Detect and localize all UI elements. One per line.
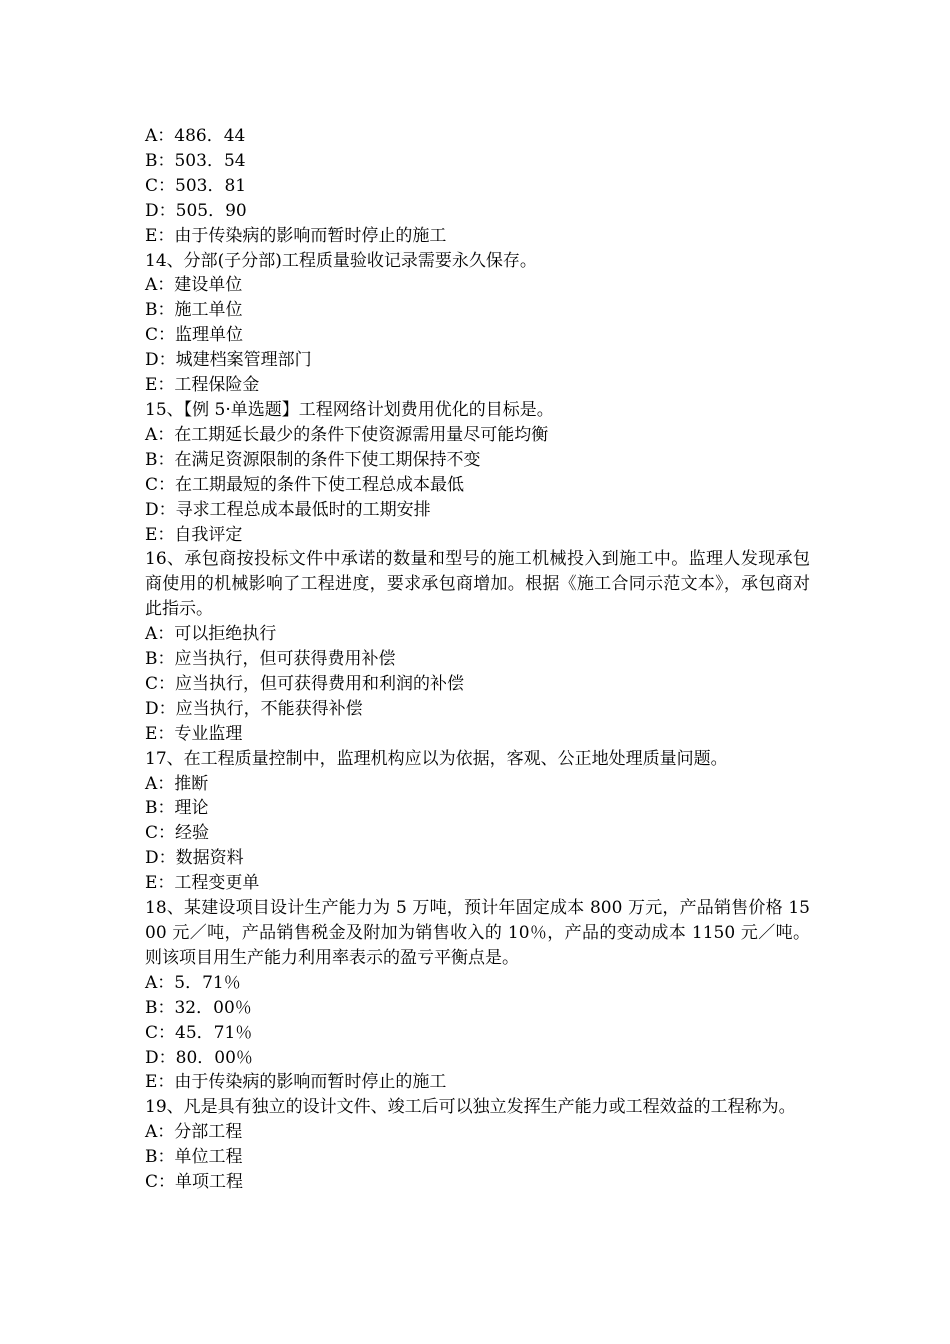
answer-option: D：80．00％ bbox=[145, 1047, 253, 1068]
answer-option: A：分部工程 bbox=[145, 1122, 243, 1143]
answer-option: D：城建档案管理部门 bbox=[145, 350, 312, 371]
answer-option: A：可以拒绝执行 bbox=[145, 624, 277, 645]
document-page bbox=[145, 124, 810, 1195]
answer-option: A：在工期延长最少的条件下使资源需用量尽可能均衡 bbox=[145, 424, 549, 445]
answer-option: E：自我评定 bbox=[145, 524, 243, 545]
answer-option: B：施工单位 bbox=[145, 300, 243, 321]
answer-option: C：应当执行，但可获得费用和利润的补偿 bbox=[145, 673, 465, 694]
answer-option: E：由于传染病的影响而暂时停止的施工 bbox=[145, 1072, 447, 1093]
answer-option: B：32．00％ bbox=[145, 997, 252, 1018]
answer-option: A：486．44 bbox=[145, 126, 246, 146]
answer-option: B：应当执行，但可获得费用补偿 bbox=[145, 649, 396, 670]
question-text: 19、凡是具有独立的设计文件、竣工后可以独立发挥生产能力或工程效益的工程称为。 bbox=[145, 1097, 796, 1118]
answer-option: E：由于传染病的影响而暂时停止的施工 bbox=[145, 225, 447, 246]
answer-option: D：寻求工程总成本最低时的工期安排 bbox=[145, 499, 431, 520]
answer-option: C：监理单位 bbox=[145, 325, 244, 346]
answer-option: E：工程变更单 bbox=[145, 873, 260, 894]
answer-option: B：503．54 bbox=[145, 150, 246, 171]
answer-option: B：单位工程 bbox=[145, 1147, 243, 1168]
answer-option: D：数据资料 bbox=[145, 848, 244, 869]
question-text: 14、分部(子分部)工程质量验收记录需要永久保存。 bbox=[145, 250, 537, 271]
answer-option: C：在工期最短的条件下使工程总成本最低 bbox=[145, 474, 465, 495]
answer-option: C：45．71％ bbox=[145, 1022, 253, 1043]
answer-option: B：在满足资源限制的条件下使工期保持不变 bbox=[145, 449, 481, 470]
answer-option: E：专业监理 bbox=[145, 723, 243, 744]
question-text: 17、在工程质量控制中，监理机构应以为依据，客观、公正地处理质量问题。 bbox=[145, 748, 728, 769]
answer-option: D：505．90 bbox=[145, 200, 247, 221]
question-text: 18、某建设项目设计生产能力为 5 万吨，预计年固定成本 800 万元，产品销售价格 1500 元／吨，产品销售税金及附加为销售收入的 10％，产品的变动成本 1150 元／吨。则该项目用生产能力利用率表示的盈亏平衡点是。 bbox=[145, 898, 810, 968]
answer-option: E：工程保险金 bbox=[145, 375, 260, 396]
answer-option: B：理论 bbox=[145, 798, 209, 819]
answer-option: C：503．81 bbox=[145, 175, 247, 196]
question-text: 15、【例 5·单选题】工程网络计划费用优化的目标是。 bbox=[145, 399, 554, 420]
answer-option: D：应当执行，不能获得补偿 bbox=[145, 698, 363, 719]
answer-option: C：经验 bbox=[145, 823, 210, 844]
answer-option: C：单项工程 bbox=[145, 1172, 244, 1193]
question-text: 16、承包商按投标文件中承诺的数量和型号的施工机械投入到施工中。监理人发现承包商使用的机械影响了工程进度，要求承包商增加。根据《施工合同示范文本》，承包商对此指示。 bbox=[145, 549, 810, 620]
answer-option: A：建设单位 bbox=[145, 275, 243, 296]
answer-option: A：5．71％ bbox=[145, 972, 241, 993]
answer-option: A：推断 bbox=[145, 773, 209, 794]
